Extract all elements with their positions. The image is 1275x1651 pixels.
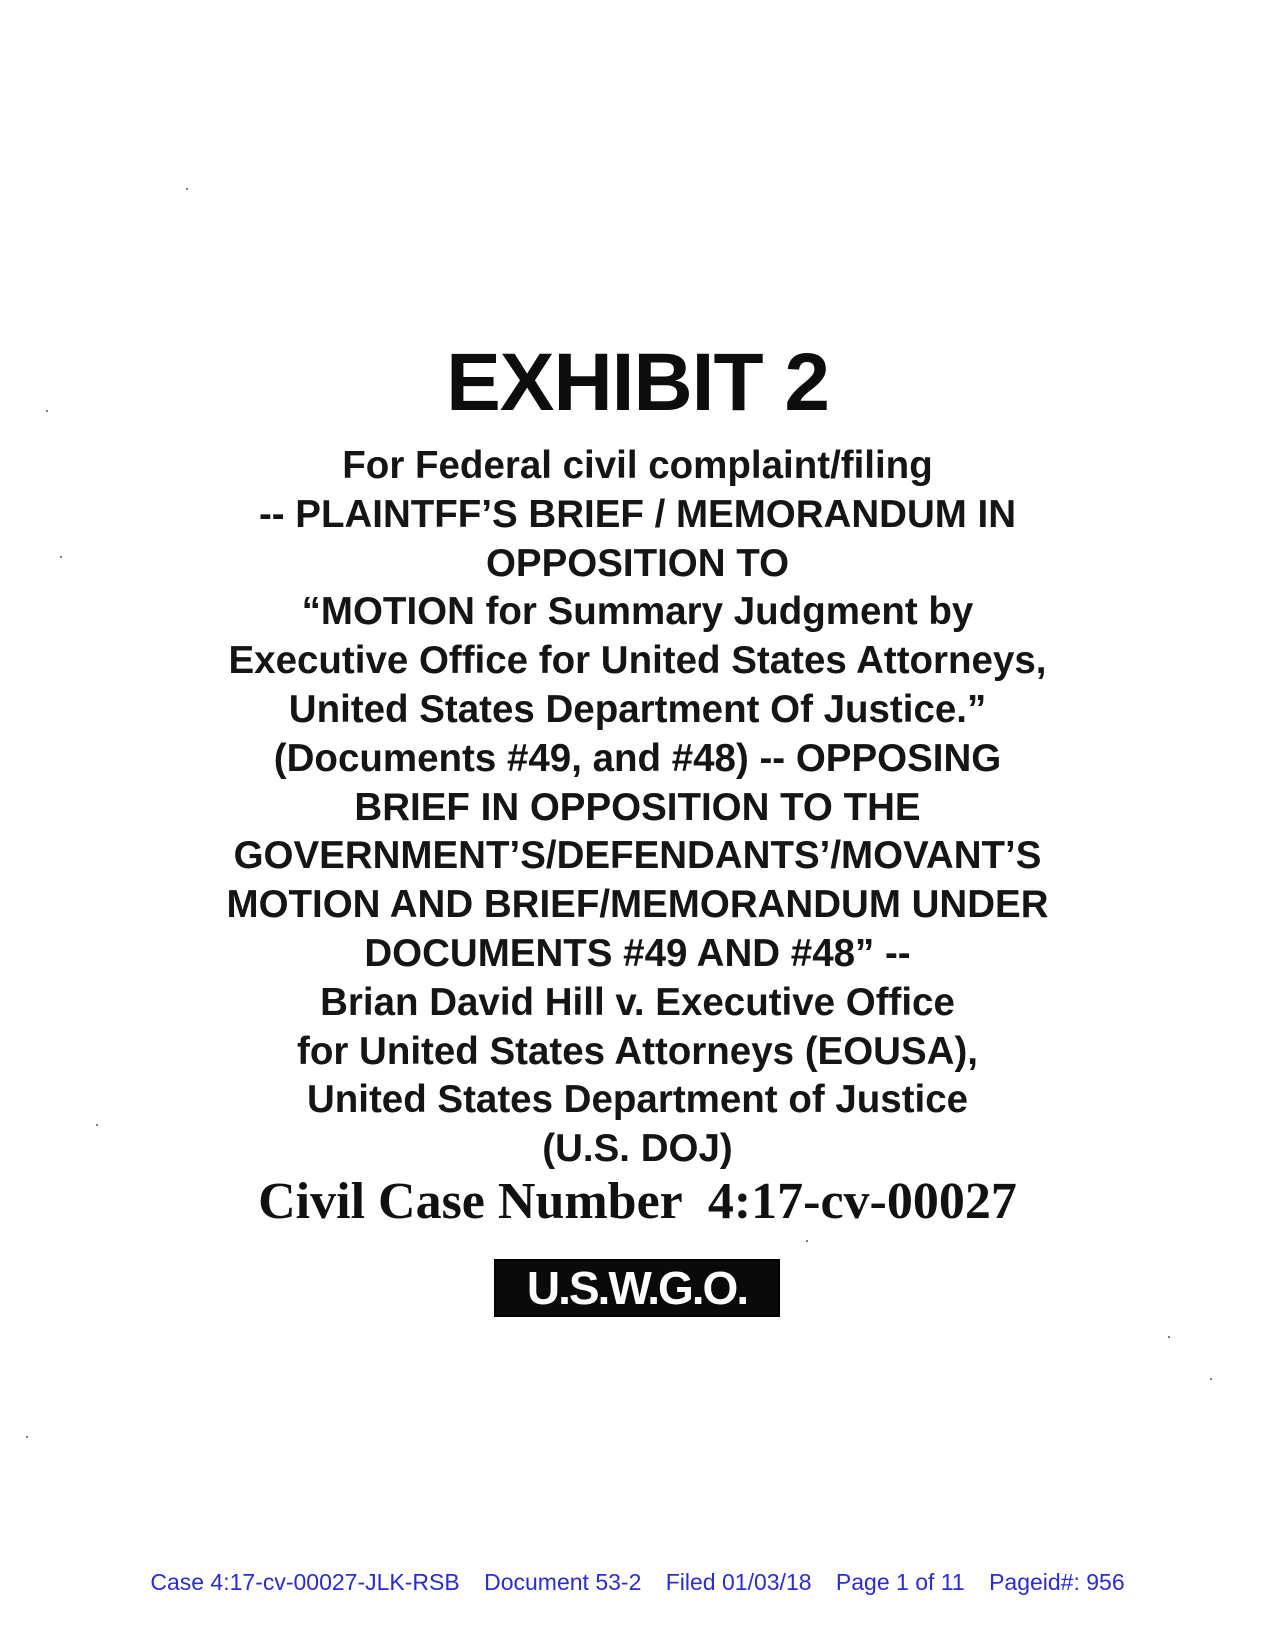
scan-speck: [96, 1124, 98, 1126]
description-line: Executive Office for United States Attorneys,: [228, 639, 1047, 683]
description-line: BRIEF IN OPPOSITION TO THE: [354, 785, 921, 829]
description-line: DOCUMENTS #49 AND #48” --: [364, 931, 911, 975]
description-line: GOVERNMENT’S/DEFENDANTS’/MOVANT’S: [233, 834, 1042, 878]
scan-speck: [46, 410, 48, 412]
exhibit-description: [140, 442, 1135, 1174]
description-line: (Documents #49, and #48) -- OPPOSING: [273, 736, 1002, 780]
footer-page: Page 1 of 11: [835, 1569, 965, 1595]
scan-speck: [60, 556, 62, 558]
description-line: “MOTION for Summary Judgment by: [301, 590, 974, 634]
scan-speck: [1168, 1336, 1170, 1338]
footer-filed: Filed 01/03/18: [665, 1569, 812, 1595]
case-number: Civil Case Number 4:17-cv-00027: [258, 1173, 1017, 1230]
description-line: (U.S. DOJ): [542, 1127, 733, 1171]
description-line: United States Department of Justice: [306, 1078, 969, 1122]
footer-case: Case 4:17-cv-00027-JLK-RSB: [150, 1569, 460, 1595]
description-line: MOTION AND BRIEF/MEMORANDUM UNDER: [226, 883, 1049, 927]
uswgo-logo: [494, 1259, 780, 1317]
scan-speck: [806, 1240, 808, 1242]
description-line: For Federal civil complaint/filing: [342, 444, 933, 487]
scan-speck: [1210, 1378, 1212, 1380]
description-line: for United States Attorneys (EOUSA),: [297, 1029, 978, 1073]
scan-speck: [186, 188, 188, 190]
description-line: Brian David Hill v. Executive Office: [320, 980, 955, 1024]
footer-document: Document 53-2: [484, 1569, 642, 1595]
description-line: OPPOSITION TO: [485, 541, 790, 585]
scan-speck: [26, 1436, 28, 1438]
description-line: United States Department Of Justice.”: [288, 687, 987, 731]
footer-pageid: Pageid#: 956: [989, 1569, 1125, 1595]
court-filing-footer: [0, 1568, 1275, 1596]
exhibit-title: EXHIBIT 2: [446, 337, 829, 428]
logo-text: U.S.W.G.O.: [526, 1262, 748, 1314]
description-line: -- PLAINTFF’S BRIEF / MEMORANDUM IN: [258, 492, 1017, 536]
